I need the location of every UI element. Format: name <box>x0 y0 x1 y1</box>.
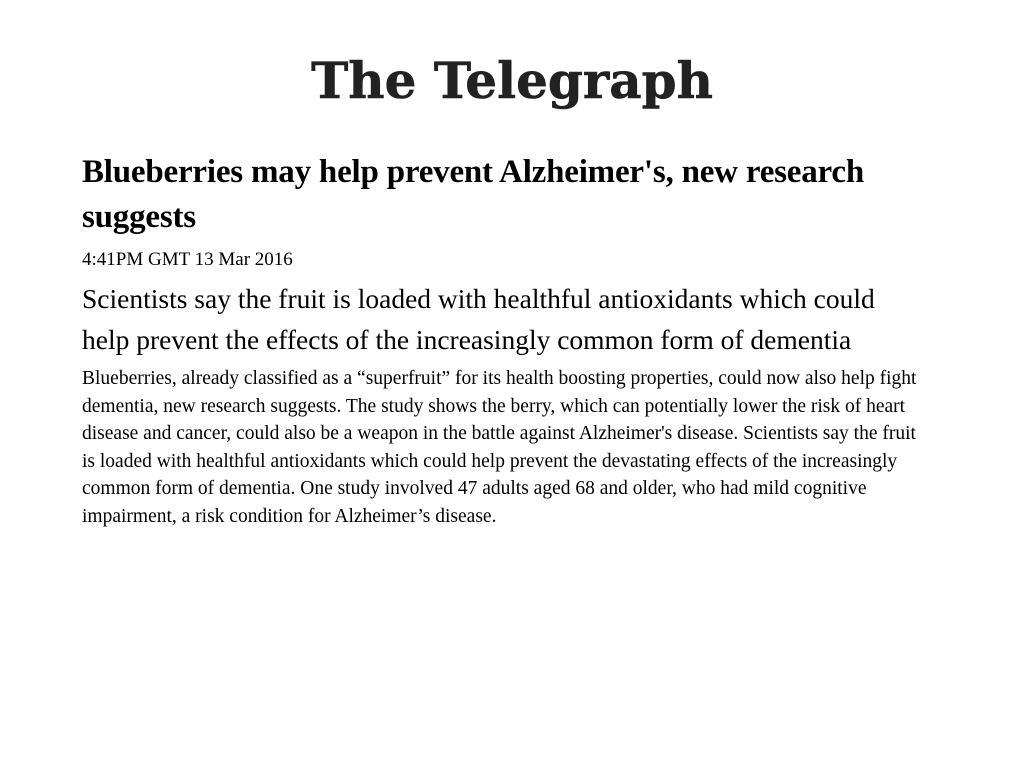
masthead <box>0 46 1024 118</box>
telegraph-logo <box>311 46 713 118</box>
article-body: Blueberries, already classified as a “superfruit” for its health boosting properties, could now also help fight dementia, new research suggests. The study shows the berry, which can potentially lower the risk of heart disease and cancer, could also be a weapon in the battle against Alzheimer's disease. Scientists say the fruit is loaded with healthful antioxidants which could help prevent the devastating effects of the increasingly common form of dementia. One study involved 47 adults aged 68 and older, who had mild cognitive impairment, a risk condition for Alzheimer’s disease. <box>82 368 917 527</box>
article-standfirst: Scientists say the fruit is loaded with healthful antioxidants which could help prevent the effects of the increasingly common form of dementia <box>82 283 875 355</box>
article <box>82 150 942 530</box>
article-headline: Blueberries may help prevent Alzheimer's, new research suggests <box>82 154 864 235</box>
telegraph-logo-text: The Telegraph <box>311 51 713 110</box>
article-dateline: 4:41PM GMT 13 Mar 2016 <box>82 249 293 270</box>
